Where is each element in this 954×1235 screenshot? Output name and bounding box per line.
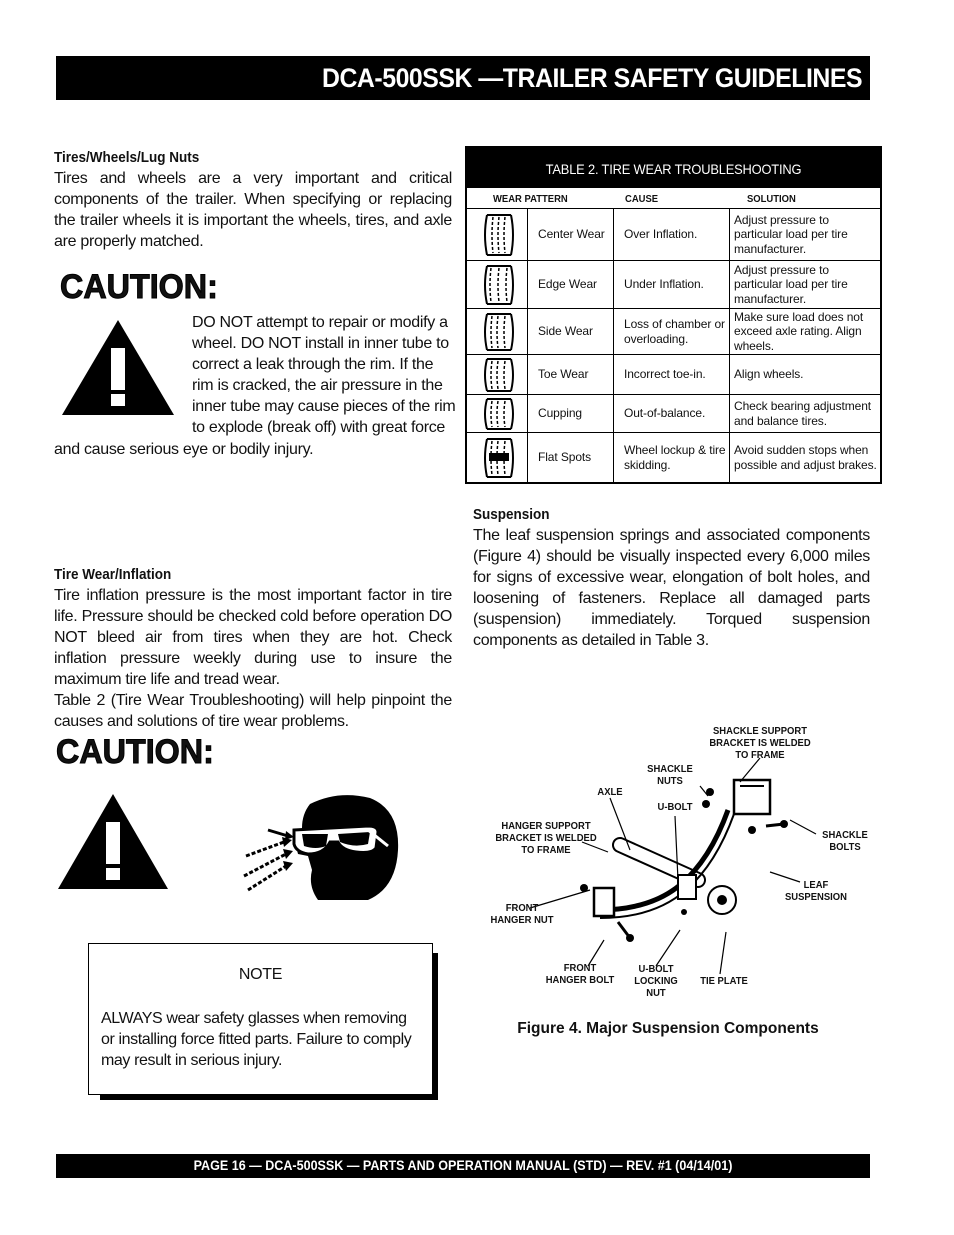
cause-cell: Incorrect toe-in. bbox=[613, 355, 729, 394]
solution-cell: Adjust pressure to particular load per tire manufacturer. bbox=[729, 209, 880, 260]
cause-cell: Out-of-balance. bbox=[613, 395, 729, 432]
table-title: TABLE 2. TIRE WEAR TROUBLESHOOTING bbox=[545, 161, 802, 177]
caution1-line: wheel. DO NOT install in inner tube to bbox=[192, 335, 449, 352]
caution1-tail: and cause serious eye or bodily injury. bbox=[54, 441, 314, 458]
label-u-bolt-locking-nut: U-BOLT LOCKING NUT bbox=[634, 963, 678, 999]
cause-cell: Under Inflation. bbox=[613, 261, 729, 308]
caution1-line: rim is cracked, the air pressure in the bbox=[192, 377, 443, 394]
cause-cell: Over Inflation. bbox=[613, 209, 729, 260]
footer-bar bbox=[56, 1154, 870, 1178]
tires-section bbox=[54, 147, 452, 252]
tire-tread-icon bbox=[481, 395, 521, 432]
caution1-line: inner tube may cause pieces of the rim bbox=[192, 398, 456, 415]
caution1-line: to explode (break off) with great force bbox=[192, 419, 446, 436]
label-u-bolt: U-BOLT bbox=[657, 801, 693, 813]
header-bar bbox=[56, 56, 870, 100]
caution1-text bbox=[192, 312, 456, 438]
suspension-heading: Suspension bbox=[473, 506, 550, 523]
note-box bbox=[88, 943, 433, 1095]
label-shackle-bolts: SHACKLE BOLTS bbox=[822, 829, 868, 853]
caution1-line: correct a leak through the rim. If the bbox=[192, 356, 434, 373]
table-row bbox=[467, 354, 880, 394]
wear-pattern-cell: Toe Wear bbox=[527, 355, 613, 394]
label-shackle-nuts: SHACKLE NUTS bbox=[647, 763, 693, 787]
col-header-pattern: WEAR PATTERN bbox=[493, 193, 568, 205]
cause-cell: Wheel lockup & tire skidding. bbox=[613, 433, 729, 482]
wear-pattern-cell: Side Wear bbox=[527, 309, 613, 354]
table-row bbox=[467, 208, 880, 260]
solution-cell: Align wheels. bbox=[729, 355, 880, 394]
caution1-line: DO NOT attempt to repair or modify a bbox=[192, 314, 448, 331]
tire-wear-table-ref: Table 2 (Tire Wear Troubleshooting) will help pinpoint the causes and solutions of tire wear problems. bbox=[54, 692, 452, 730]
tire-tread-icon bbox=[481, 433, 521, 482]
figure-caption: Figure 4. Major Suspension Components bbox=[517, 1020, 819, 1037]
tire-wear-body: Tire inflation pressure is the most important factor in tire life. Pressure should be checked cold before operation DO NOT bleed air from tires when they are hot. Check inflation pressure weekly during use to insure the maximum tire life and tread wear. bbox=[54, 587, 452, 688]
solution-cell: Adjust pressure to particular load per tire manufacturer. bbox=[729, 261, 880, 308]
solution-cell: Make sure load does not exceed axle rating. Align wheels. bbox=[729, 309, 880, 354]
tire-wear-table bbox=[465, 146, 882, 484]
label-front-hanger-nut: FRONT HANGER NUT bbox=[490, 902, 554, 926]
tires-body: Tires and wheels are a very important and critical components of the trailer. When specifying or replacing the trailer wheels it is important the wheels, tires, and axle are properly matched. bbox=[54, 170, 452, 250]
footer-text: PAGE 16 — DCA-500SSK — PARTS AND OPERATION MANUAL (STD) — REV. #1 (04/14/01) bbox=[193, 1158, 733, 1173]
tire-tread-icon bbox=[481, 261, 521, 308]
suspension-body: The leaf suspension springs and associated components (Figure 4) should be visually inspected every 6,000 miles for signs of excessive wear, elongation of bolt holes, and loosening of fasteners. Replace all damaged parts (suspension) immediately. Torqued suspension components as detailed in Table 3. bbox=[473, 527, 870, 649]
label-tie-plate: TIE PLATE bbox=[700, 975, 748, 987]
cause-cell: Loss of chamber or overloading. bbox=[613, 309, 729, 354]
tire-wear-section bbox=[54, 564, 452, 732]
table-row bbox=[467, 432, 880, 482]
label-leaf-suspension: LEAF SUSPENSION bbox=[785, 879, 847, 903]
label-shackle-support: SHACKLE SUPPORT BRACKET IS WELDED TO FRAME bbox=[709, 725, 811, 761]
solution-cell: Avoid sudden stops when possible and adjust brakes. bbox=[729, 433, 880, 482]
label-front-hanger-bolt: FRONT HANGER BOLT bbox=[545, 962, 615, 986]
suspension-section bbox=[473, 504, 870, 651]
wear-pattern-cell: Cupping bbox=[527, 395, 613, 432]
tire-tread-icon bbox=[481, 355, 521, 394]
table-body bbox=[467, 208, 880, 482]
table-row bbox=[467, 394, 880, 432]
table-row bbox=[467, 308, 880, 354]
caution-label-2: CAUTION: bbox=[56, 733, 214, 771]
tire-wear-heading: Tire Wear/Inflation bbox=[54, 566, 172, 583]
label-axle: AXLE bbox=[597, 786, 623, 798]
warning-triangle-icon bbox=[56, 792, 170, 891]
solution-cell: Check bearing adjustment and balance tires. bbox=[729, 395, 880, 432]
safety-glasses-icon bbox=[238, 790, 402, 902]
wear-pattern-cell: Edge Wear bbox=[527, 261, 613, 308]
tires-heading: Tires/Wheels/Lug Nuts bbox=[54, 149, 200, 166]
note-title: NOTE bbox=[238, 966, 283, 983]
wear-pattern-cell: Flat Spots bbox=[527, 433, 613, 482]
label-hanger-support: HANGER SUPPORT BRACKET IS WELDED TO FRAME bbox=[495, 820, 597, 856]
tire-tread-icon bbox=[481, 209, 521, 260]
warning-triangle-icon bbox=[60, 318, 176, 417]
caution-label-1: CAUTION: bbox=[60, 268, 218, 306]
table-row bbox=[467, 260, 880, 308]
note-body: ALWAYS wear safety glasses when removing or installing force fitted parts. Failure to comply may result in serious injury. bbox=[101, 1010, 412, 1069]
col-header-solution: SOLUTION bbox=[747, 193, 796, 205]
col-header-cause: CAUSE bbox=[625, 193, 659, 205]
page-title: DCA-500SSK —TRAILER SAFETY GUIDELINES bbox=[321, 63, 862, 93]
tire-tread-icon bbox=[481, 309, 521, 354]
table-title-bar bbox=[467, 148, 880, 188]
wear-pattern-cell: Center Wear bbox=[527, 209, 613, 260]
